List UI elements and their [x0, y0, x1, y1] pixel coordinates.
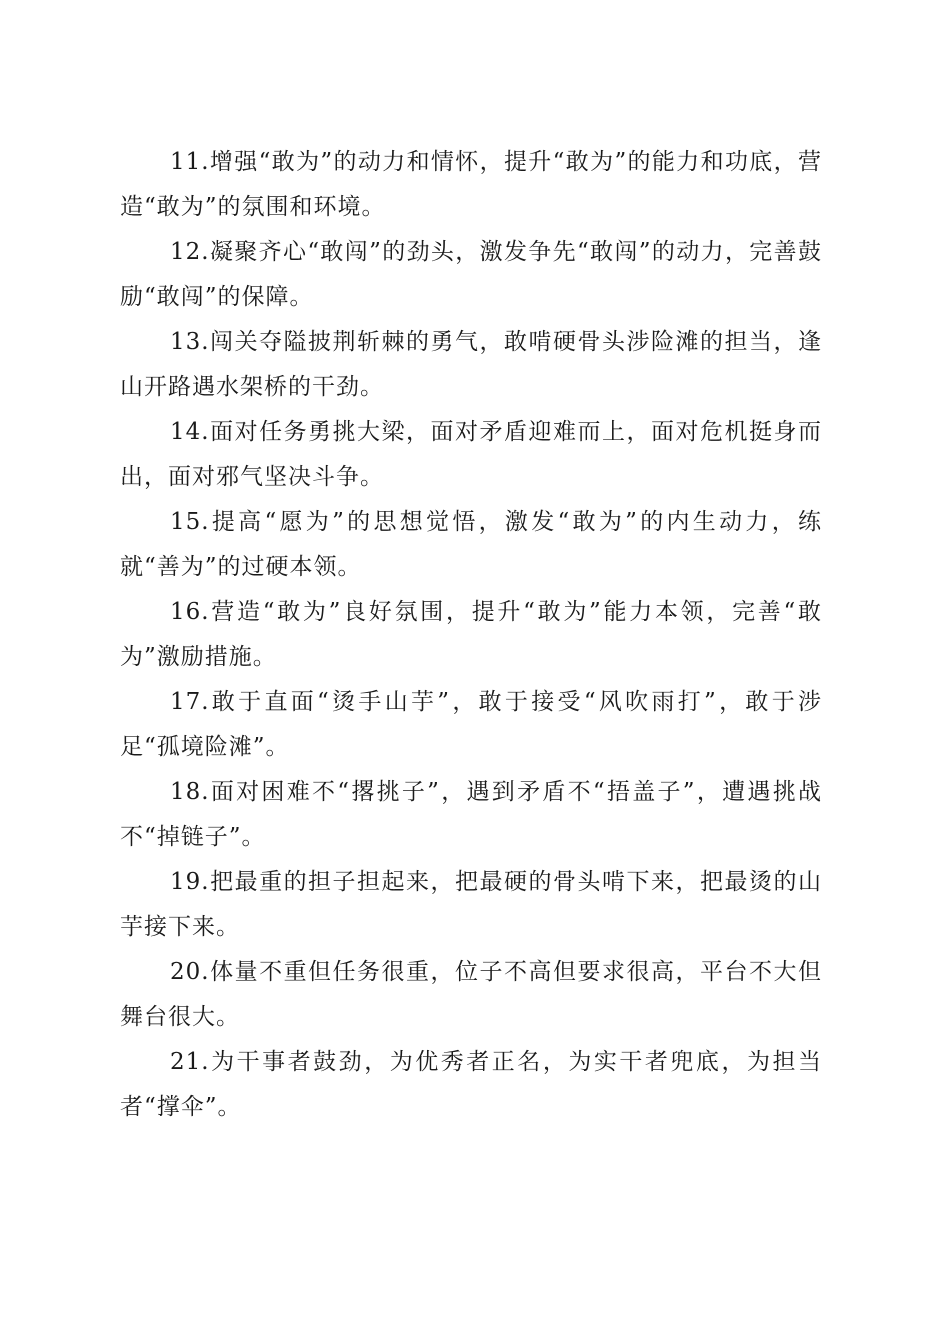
paragraph-21: 21.为干事者鼓劲，为优秀者正名，为实干者兜底，为担当者“撑伞”。 — [120, 1049, 822, 1120]
document-body — [120, 140, 822, 1130]
paragraph-11: 11.增强“敢为”的动力和情怀，提升“敢为”的能力和功底，营造“敢为”的氛围和环境。 — [120, 149, 822, 220]
paragraph-14: 14.面对任务勇挑大梁，面对矛盾迎难而上，面对危机挺身而出，面对邪气坚决斗争。 — [120, 419, 822, 490]
paragraph-17: 17.敢于直面“烫手山芋”，敢于接受“风吹雨打”，敢于涉足“孤境险滩”。 — [120, 689, 822, 760]
paragraph-12: 12.凝聚齐心“敢闯”的劲头，激发争先“敢闯”的动力，完善鼓励“敢闯”的保障。 — [120, 239, 822, 310]
paragraph-16: 16.营造“敢为”良好氛围，提升“敢为”能力本领，完善“敢为”激励措施。 — [120, 599, 822, 670]
paragraph-15: 15.提高“愿为”的思想觉悟，激发“敢为”的内生动力，练就“善为”的过硬本领。 — [120, 509, 822, 580]
paragraph-20: 20.体量不重但任务很重，位子不高但要求很高，平台不大但舞台很大。 — [120, 959, 822, 1030]
paragraph-13: 13.闯关夺隘披荆斩棘的勇气，敢啃硬骨头涉险滩的担当，逢山开路遇水架桥的干劲。 — [120, 329, 822, 400]
paragraph-19: 19.把最重的担子担起来，把最硬的骨头啃下来，把最烫的山芋接下来。 — [120, 869, 822, 940]
paragraph-18: 18.面对困难不“撂挑子”，遇到矛盾不“捂盖子”，遭遇挑战不“掉链子”。 — [120, 779, 822, 850]
